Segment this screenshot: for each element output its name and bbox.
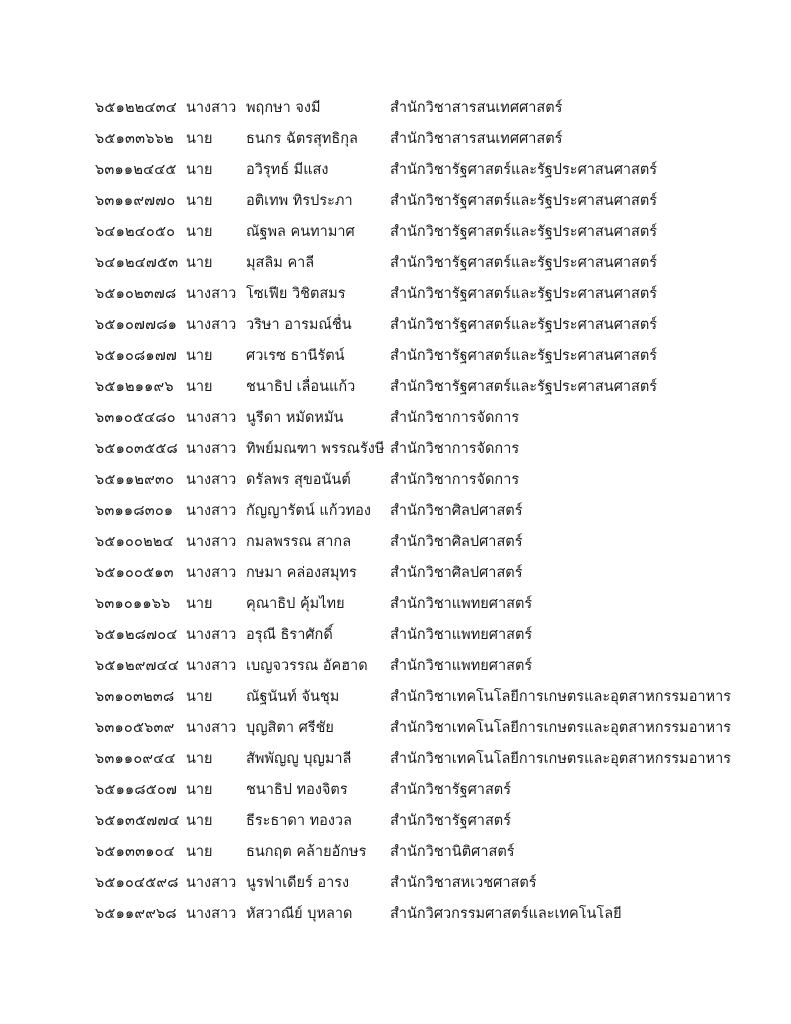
student-name: ชนาธิป ทองจิตร [246, 782, 348, 798]
school-name: สำนักวิชารัฐศาสตร์และรัฐประศาสนศาสตร์ [390, 224, 658, 240]
student-name: โซเฟีย วิชิตสมร [246, 286, 346, 302]
list-item [95, 558, 755, 589]
student-id: ๖๕๑๒๒๔๓๔ [95, 100, 177, 116]
name-title: นาย [186, 844, 213, 860]
school-name: สำนักวิชาสารสนเทศศาสตร์ [390, 131, 563, 147]
student-name: ชนาธิป เลื่อนแก้ว [246, 379, 356, 395]
student-name: อวิรุทธ์ มีแสง [246, 162, 329, 178]
school-name: สำนักวิชาศิลปศาสตร์ [390, 534, 523, 550]
student-id: ๖๓๑๑๐๙๔๔ [95, 751, 176, 767]
student-id: ๖๕๑๑๙๙๖๘ [95, 906, 177, 922]
student-name: พฤกษา จงมี [246, 100, 321, 116]
school-name: สำนักวิชารัฐศาสตร์และรัฐประศาสนศาสตร์ [390, 317, 658, 333]
list-item [95, 651, 755, 682]
school-name: สำนักวิชาการจัดการ [390, 410, 520, 426]
name-title: นางสาว [186, 565, 237, 581]
list-item [95, 248, 755, 279]
student-name: หัสวาณีย์ บุหลาด [246, 906, 353, 922]
name-title: นางสาว [186, 906, 237, 922]
school-name: สำนักวิชาแพทยศาสตร์ [390, 658, 533, 674]
list-item [95, 403, 755, 434]
student-name: ณัฐพล คนทามาศ [246, 224, 355, 240]
school-name: สำนักวิชานิติศาสตร์ [390, 844, 515, 860]
name-title: นาย [186, 689, 213, 705]
list-item [95, 93, 755, 124]
name-title: นาย [186, 131, 213, 147]
list-item [95, 868, 755, 899]
school-name: สำนักวิชาเทคโนโลยีการเกษตรและอุตสาหกรรมอาหาร [390, 751, 732, 767]
name-title: นาย [186, 224, 213, 240]
student-id: ๖๓๑๑๘๓๐๑ [95, 503, 174, 519]
name-title: นางสาว [186, 100, 237, 116]
name-title: นาย [186, 193, 213, 209]
name-title: นางสาว [186, 534, 237, 550]
student-name: ณัฐนันท์ จันชุม [246, 689, 340, 705]
list-item [95, 713, 755, 744]
list-item [95, 465, 755, 496]
name-title: นางสาว [186, 472, 237, 488]
list-item [95, 527, 755, 558]
name-title: นาย [186, 596, 213, 612]
student-id: ๖๕๑๑๒๙๓๐ [95, 472, 175, 488]
student-name: กัญญารัตน์ แก้วทอง [246, 503, 371, 519]
list-item [95, 217, 755, 248]
list-item [95, 186, 755, 217]
student-id: ๖๕๑๐๓๕๕๘ [95, 441, 178, 457]
name-title: นางสาว [186, 503, 237, 519]
school-name: สำนักวิชารัฐศาสตร์และรัฐประศาสนศาสตร์ [390, 348, 658, 364]
school-name: สำนักวิชาแพทยศาสตร์ [390, 596, 533, 612]
student-name: สัพพัญญู บุญมาลี [246, 751, 352, 767]
student-id: ๖๕๑๒๙๗๔๔ [95, 658, 180, 674]
name-title: นาย [186, 782, 213, 798]
list-item [95, 775, 755, 806]
student-id: ๖๔๑๒๔๐๕๐ [95, 224, 176, 240]
name-title: นาย [186, 162, 213, 178]
school-name: สำนักวิชาศิลปศาสตร์ [390, 503, 523, 519]
school-name: สำนักวิชารัฐศาสตร์และรัฐประศาสนศาสตร์ [390, 286, 658, 302]
student-id: ๖๓๑๑๒๔๔๕ [95, 162, 177, 178]
name-title: นาย [186, 751, 213, 767]
name-title: นางสาว [186, 317, 237, 333]
list-item [95, 899, 755, 930]
student-name: มุสลิม คาลี [246, 255, 315, 271]
student-id: ๖๕๑๒๑๑๙๖ [95, 379, 174, 395]
student-id: ๖๕๑๓๓๑๐๔ [95, 844, 175, 860]
name-title: นาย [186, 813, 213, 829]
list-item [95, 837, 755, 868]
school-name: สำนักวิชาเทคโนโลยีการเกษตรและอุตสาหกรรมอาหาร [390, 720, 732, 736]
school-name: สำนักวิชาสารสนเทศศาสตร์ [390, 100, 563, 116]
student-id: ๖๓๑๐๓๒๓๘ [95, 689, 175, 705]
student-name: นูรฟาเดียร์ อารง [246, 875, 350, 891]
list-item [95, 682, 755, 713]
student-name: ทิพย์มณฑา พรรณรังษี [246, 441, 385, 457]
student-name: กษมา คล่องสมุทร [246, 565, 357, 581]
student-name: ธนกร ฉัตรสุทธิกุล [246, 131, 358, 147]
name-title: นางสาว [186, 627, 237, 643]
list-item [95, 279, 755, 310]
student-id: ๖๕๑๑๘๕๐๗ [95, 782, 178, 798]
name-title: นาย [186, 379, 213, 395]
student-id: ๖๓๑๐๕๖๓๙ [95, 720, 175, 736]
school-name: สำนักวิชารัฐศาสตร์และรัฐประศาสนศาสตร์ [390, 255, 658, 271]
list-item [95, 496, 755, 527]
list-item [95, 620, 755, 651]
student-id: ๖๓๑๑๙๗๗๐ [95, 193, 176, 209]
student-id: ๖๕๑๐๘๑๗๗ [95, 348, 178, 364]
school-name: สำนักวิชารัฐศาสตร์ [390, 782, 511, 798]
student-name: วริษา อารมณ์ชื่น [246, 317, 352, 333]
school-name: สำนักวิชาการจัดการ [390, 441, 520, 457]
student-name: ธีระธาดา ทองวล [246, 813, 352, 829]
list-item [95, 434, 755, 465]
name-title: นางสาว [186, 658, 237, 674]
name-title: นาย [186, 255, 213, 271]
school-name: สำนักวิชาสหเวชศาสตร์ [390, 875, 537, 891]
name-title: นางสาว [186, 286, 237, 302]
student-name: อรุณี ธิราศักดิ์ [246, 627, 333, 643]
student-name: กมลพรรณ สากล [246, 534, 352, 550]
student-id: ๖๓๑๐๕๔๘๐ [95, 410, 176, 426]
school-name: สำนักวิชารัฐศาสตร์และรัฐประศาสนศาสตร์ [390, 162, 658, 178]
student-id: ๖๕๑๐๒๓๗๘ [95, 286, 177, 302]
student-id: ๖๓๑๐๑๑๖๖ [95, 596, 171, 612]
student-id: ๖๕๑๓๕๗๗๔ [95, 813, 180, 829]
student-id: ๖๕๑๒๘๗๐๔ [95, 627, 178, 643]
school-name: สำนักวิชาศิลปศาสตร์ [390, 565, 523, 581]
student-id: ๖๕๑๐๐๒๒๔ [95, 534, 174, 550]
student-name: เบญจวรรณ อัคฮาด [246, 658, 368, 674]
student-name: อติเทพ ทิรประภา [246, 193, 353, 209]
student-name: บุญสิตา ศรีชัย [246, 720, 334, 736]
name-title: นาย [186, 348, 213, 364]
list-item [95, 341, 755, 372]
list-item [95, 310, 755, 341]
name-title: นางสาว [186, 875, 237, 891]
school-name: สำนักวิชาเทคโนโลยีการเกษตรและอุตสาหกรรมอาหาร [390, 689, 732, 705]
school-name: สำนักวิชาการจัดการ [390, 472, 520, 488]
student-id: ๖๕๑๐๐๕๑๓ [95, 565, 174, 581]
list-item [95, 589, 755, 620]
list-item [95, 124, 755, 155]
school-name: สำนักวิชารัฐศาสตร์และรัฐประศาสนศาสตร์ [390, 193, 658, 209]
student-id: ๖๕๑๐๗๗๘๑ [95, 317, 178, 333]
name-title: นางสาว [186, 410, 237, 426]
name-title: นางสาว [186, 720, 237, 736]
student-name: ศวเรซ ธานีรัตน์ [246, 348, 345, 364]
school-name: สำนักวิชารัฐศาสตร์และรัฐประศาสนศาสตร์ [390, 379, 658, 395]
list-item [95, 155, 755, 186]
student-name: ธนกฤต คล้ายอักษร [246, 844, 367, 860]
list-item [95, 372, 755, 403]
school-name: สำนักวิศวกรรมศาสตร์และเทคโนโลยี [390, 906, 622, 922]
student-id: ๖๕๑๓๓๖๖๒ [95, 131, 174, 147]
list-item [95, 744, 755, 775]
list-item [95, 806, 755, 837]
student-id: ๖๕๑๐๔๕๙๘ [95, 875, 179, 891]
student-id: ๖๔๑๒๔๗๕๓ [95, 255, 179, 271]
school-name: สำนักวิชารัฐศาสตร์ [390, 813, 511, 829]
student-name: ดรัลพร สุขอนันต์ [246, 472, 351, 488]
student-list [95, 93, 755, 930]
name-title: นางสาว [186, 441, 237, 457]
student-name: คุณาธิป คุ้มไทย [246, 596, 345, 612]
school-name: สำนักวิชาแพทยศาสตร์ [390, 627, 533, 643]
student-name: นูรีดา หมัดหมัน [246, 410, 344, 426]
